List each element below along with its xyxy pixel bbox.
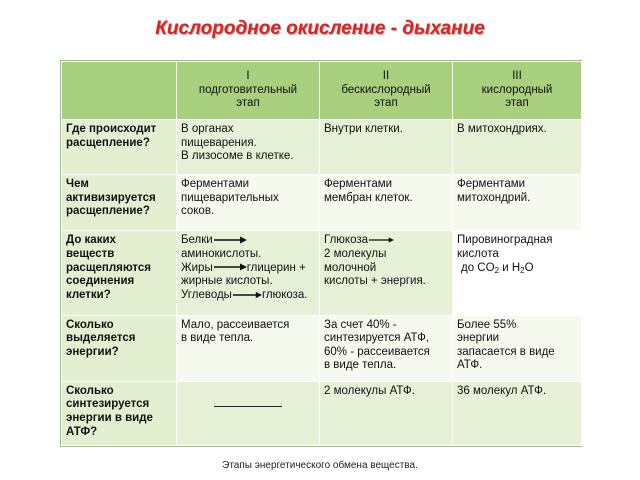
cell-line: энергии — [457, 332, 500, 345]
stage-2-cell — [320, 381, 453, 445]
stage-3-cell — [453, 381, 582, 445]
stage-1-label: этап — [236, 97, 260, 110]
stage-3-name: кислородный — [481, 83, 553, 96]
arrow-right-icon — [213, 263, 247, 271]
stage-2-cell — [320, 120, 453, 175]
cell-line: Внутри клетки. — [324, 123, 403, 135]
co2-text: до CO — [461, 261, 495, 274]
question-line: Сколько — [66, 384, 114, 397]
header-empty-cell — [62, 62, 177, 120]
cell-line: 36 молекул АТФ. — [457, 384, 547, 397]
question-line: веществ — [66, 247, 115, 260]
cell-line — [181, 234, 315, 248]
question-line: соединения — [66, 275, 135, 288]
cell-line: в виде тепла. — [324, 359, 397, 372]
question-line: синтезируется — [66, 398, 150, 411]
cell-line: В митохондриях. — [457, 123, 547, 135]
cell-line: митохондрий. — [457, 191, 531, 204]
question-line: расщепление? — [66, 205, 150, 218]
question-line: энергии в виде — [66, 411, 153, 424]
stage-2-name: бескислородный — [341, 83, 431, 96]
stage-2-cell — [320, 175, 453, 231]
stage-2-number: II — [382, 70, 390, 83]
header-stage-2 — [320, 62, 453, 120]
cell-line — [324, 234, 448, 248]
stage-2-label: этап — [374, 97, 398, 110]
cell-line: запасается в виде — [457, 345, 555, 358]
stage-1-cell — [177, 175, 320, 231]
stage-2-cell — [320, 315, 453, 381]
cell-line: соков. — [181, 205, 215, 218]
stage-1-cell — [177, 381, 320, 445]
cell-line: кислота — [457, 247, 499, 260]
question-cell — [62, 381, 177, 445]
table-row — [62, 175, 582, 231]
stage-3-label: этап — [505, 97, 529, 110]
cell-line: Ферментами — [324, 178, 393, 191]
cell-line: аминокислоты. — [181, 247, 262, 260]
proteins-text: Белки — [181, 234, 213, 247]
question-line: энергии? — [66, 345, 119, 358]
cell-line: молочной — [324, 261, 377, 274]
fats-text: Жиры — [181, 261, 213, 274]
stage-3-cell — [453, 175, 582, 231]
cell-line: Мало, рассеивается — [181, 318, 290, 331]
question-line: До каких — [66, 234, 116, 247]
question-line: расщепляются — [66, 261, 151, 274]
cell-line: В лизосоме в клетке. — [181, 150, 294, 163]
cell-line: пищеварения. — [181, 136, 257, 149]
cell-line: Пировиноградная — [457, 234, 553, 247]
question-line: клетки? — [66, 288, 111, 301]
cell-line: Ферментами — [457, 178, 526, 191]
question-line: Сколько — [66, 318, 114, 331]
cell-line: 2 молекулы — [324, 247, 387, 260]
energy-stages-table — [60, 60, 582, 447]
stage-1-number: I — [246, 70, 250, 83]
header-stage-3 — [453, 62, 582, 120]
arrow-right-icon — [368, 236, 394, 244]
table-row — [62, 381, 582, 445]
glucose-text: глюкоза. — [261, 288, 308, 301]
stage-1-cell — [177, 120, 320, 175]
h2o-text: и H — [499, 261, 521, 274]
glycerin-text: глицерин + — [246, 261, 306, 274]
table-row — [62, 231, 582, 315]
glucose-label: Глюкоза — [324, 234, 369, 247]
question-line: активизируется — [66, 191, 156, 204]
cell-line: мембран клеток. — [324, 191, 413, 204]
cell-line: За счет 40% - — [324, 318, 397, 331]
question-line: расщепление? — [66, 136, 150, 149]
slide-title: Кислородное окисление - дыхание — [155, 18, 485, 39]
table-row — [62, 315, 582, 381]
stage-3-cell — [453, 315, 582, 381]
cell-line: пищеварительных — [181, 191, 279, 204]
question-cell — [62, 120, 177, 175]
cell-line: АТФ. — [457, 359, 483, 372]
cell-line: 2 молекулы АТФ. — [324, 384, 415, 397]
question-line: Где происходит — [66, 123, 157, 135]
co2-subscript: 2 — [494, 265, 500, 275]
stage-2-cell — [320, 231, 453, 315]
cell-line: кислоты + энергия. — [324, 275, 426, 288]
table-row — [62, 120, 582, 175]
question-cell — [62, 175, 177, 231]
cell-line: 60% - рассеивается — [324, 345, 430, 358]
stage-1-cell — [177, 231, 320, 315]
question-cell — [62, 315, 177, 381]
stage-1-cell — [177, 315, 320, 381]
stage-3-cell — [453, 231, 582, 315]
cell-line — [181, 289, 315, 303]
stage-1-name: подготовительный — [198, 83, 298, 96]
question-line: выделяется — [66, 332, 136, 345]
cell-line: В органах — [181, 123, 234, 135]
stage-3-cell — [453, 120, 582, 175]
question-line: Чем — [66, 178, 89, 191]
carbs-text: Углеводы — [181, 288, 232, 301]
stage-3-number: III — [512, 70, 522, 83]
blank-line — [214, 406, 282, 407]
cell-line: Более 55% — [457, 318, 517, 331]
h2o-subscript: 2 — [520, 265, 525, 275]
arrow-right-icon — [213, 236, 247, 244]
cell-line: Ферментами — [181, 178, 250, 191]
cell-line: в виде тепла. — [181, 332, 254, 345]
h2o-o-text: O — [524, 261, 534, 274]
cell-line: синтезируется АТФ, — [324, 332, 430, 345]
cell-line — [457, 262, 577, 276]
figure-caption: Этапы энергетического обмена вещества. — [222, 460, 418, 471]
question-line: АТФ? — [66, 425, 98, 438]
cell-line — [181, 262, 315, 276]
header-stage-1 — [177, 62, 320, 120]
question-cell — [62, 231, 177, 315]
cell-line: жирные кислоты. — [181, 275, 273, 288]
arrow-right-icon — [232, 291, 262, 299]
